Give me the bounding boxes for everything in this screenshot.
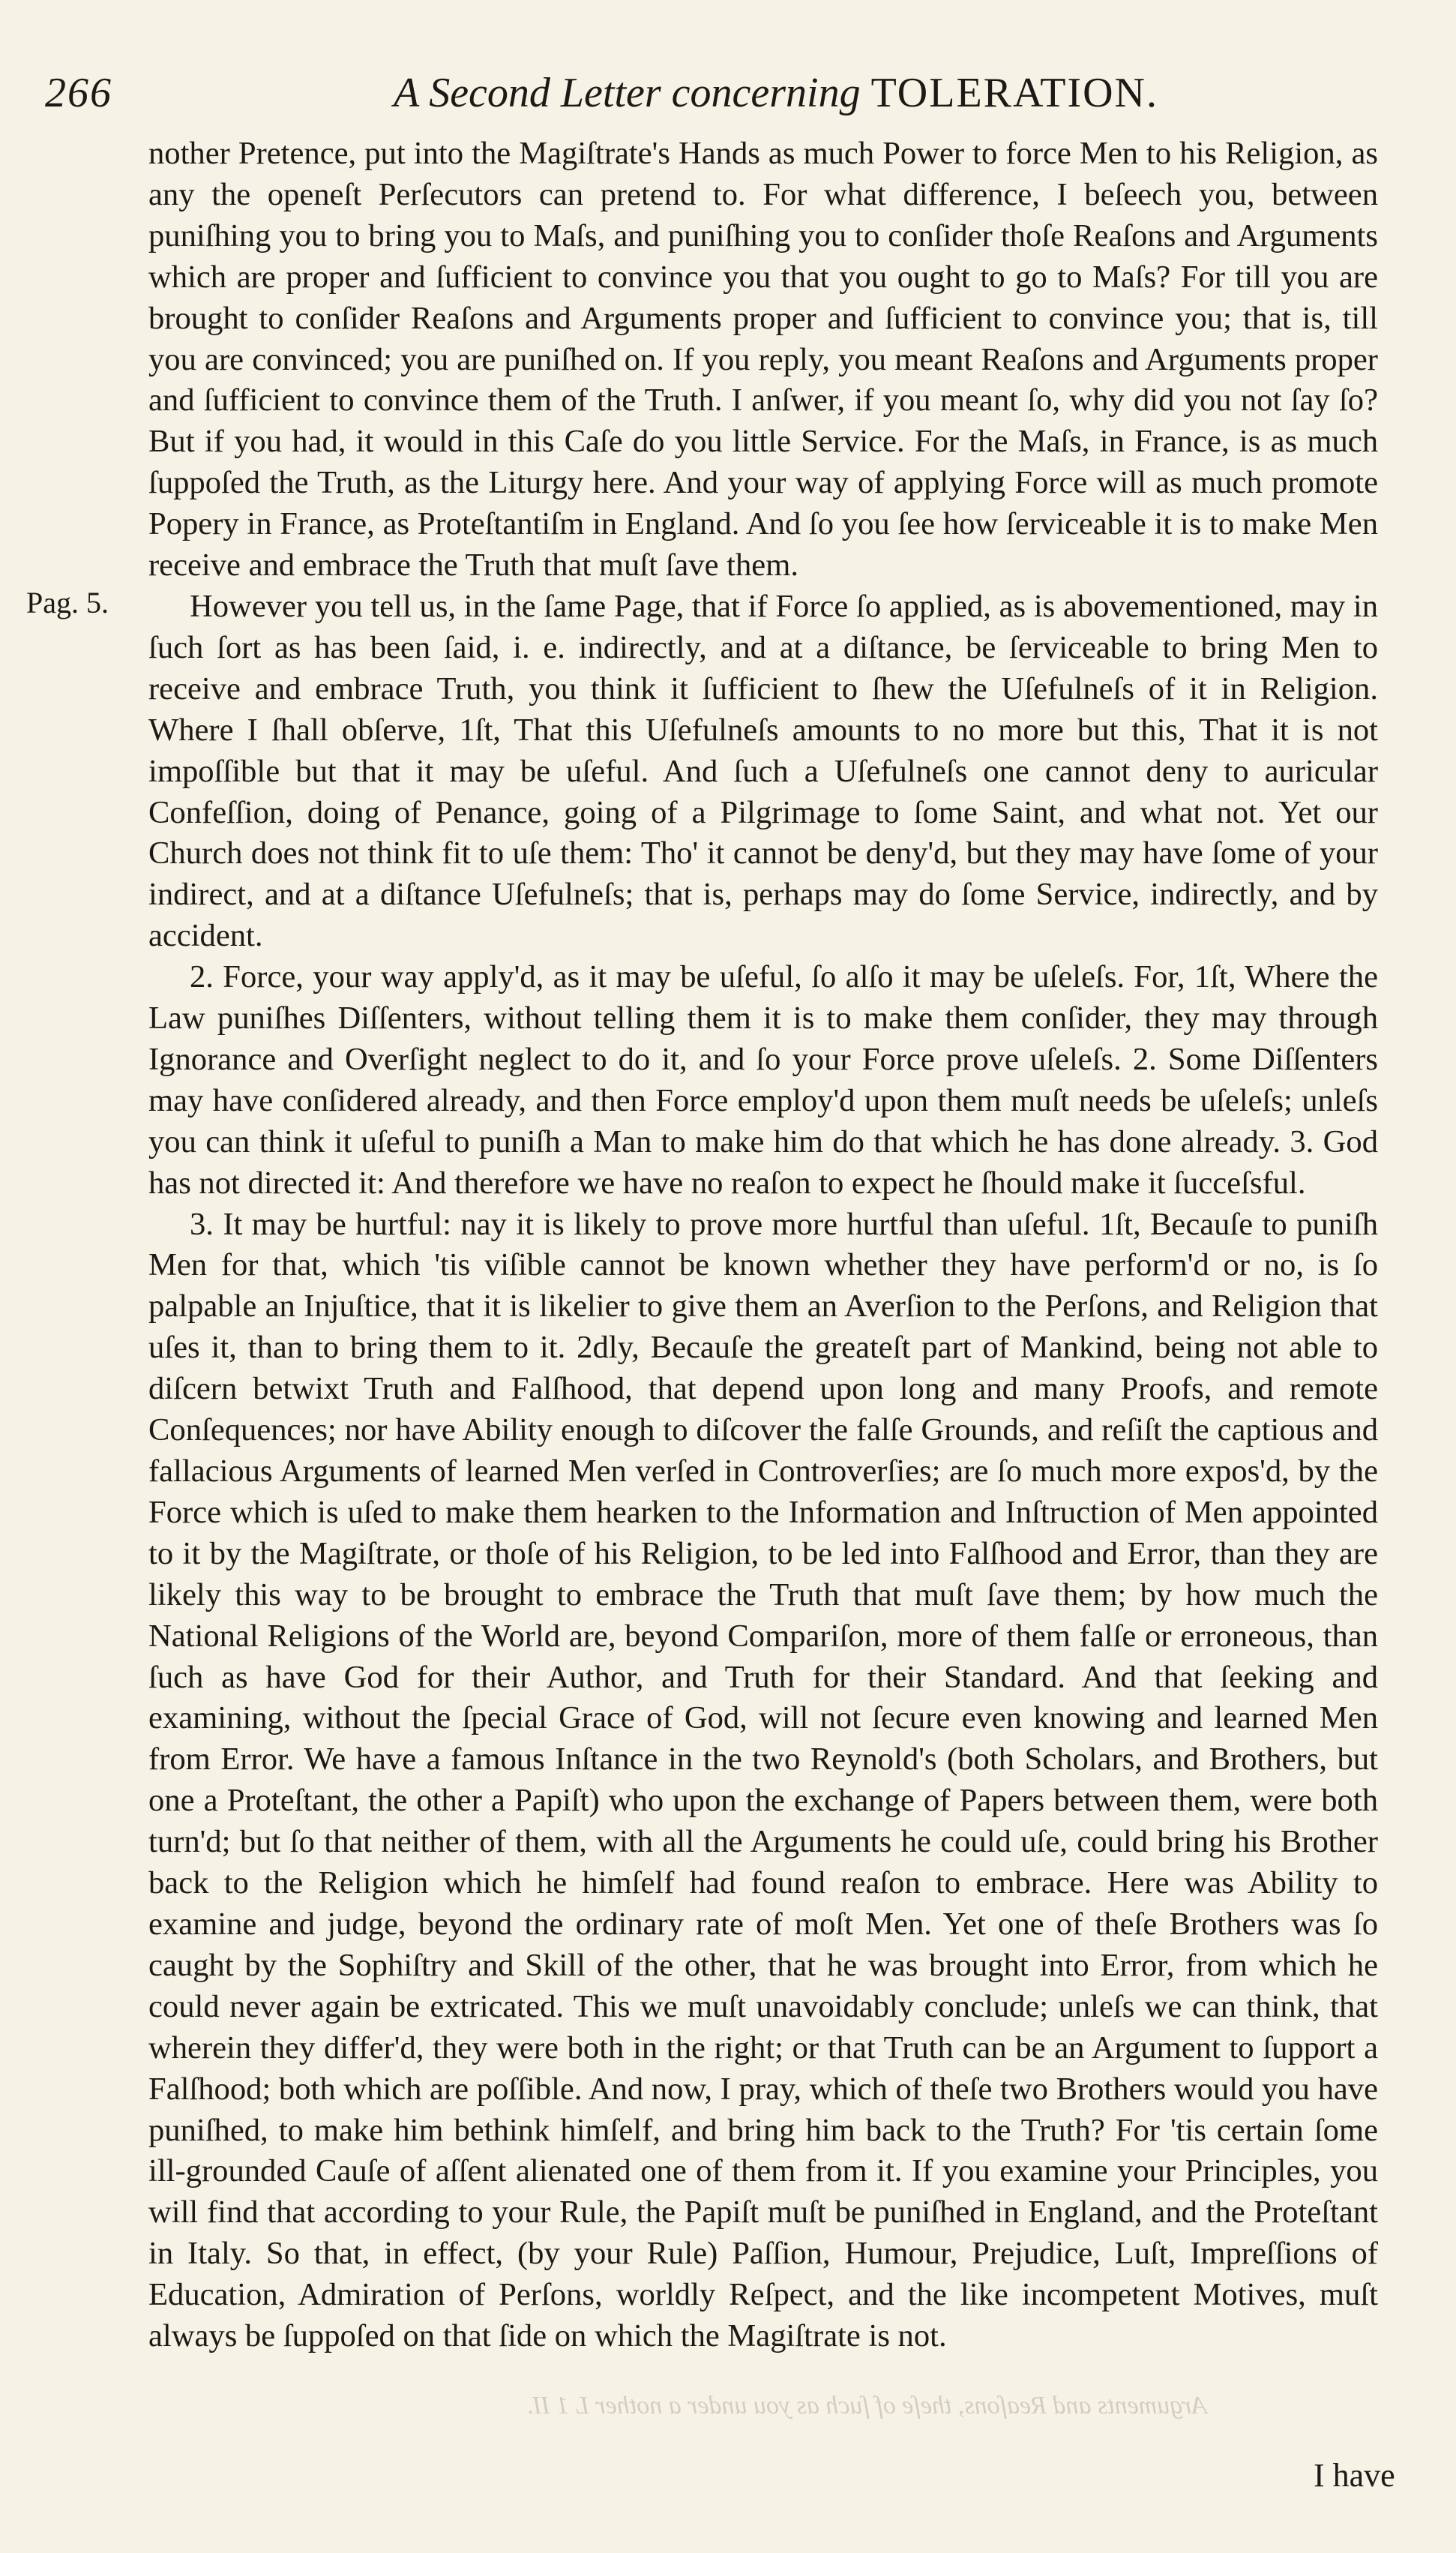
running-head: [37, 69, 1196, 136]
paragraph-2: However you tell us, in the ſame Page, that if Force ſo applied, as is abovementioned, may in ſuch ſort as has been ſaid, i. e. indirectly, and at a diſtance, be ſerviceable to bring Men to receive and embrace Truth, you think it ſufficient to ſhew the Uſefulneſs of it in Religion. Where I ſhall obſerve, 1ſt, That this Uſefulneſs amounts to no more but this, That it is not impoſſible but that it may be uſeful. And ſuch a Uſefulneſs one cannot deny to auricular Confeſſion, doing of Penance, going of a Pilgrimage to ſome Saint, and what not. Yet our Church does not think fit to uſe them: Tho' it cannot be deny'd, but they may have ſome of your indirect, and at a diſtance Uſefulneſs; that is, perhaps may do ſome Service, indirectly, and by accident.: [148, 588, 1378, 954]
paragraph-3: 2. Force, your way apply'd, as it may be uſeful, ſo alſo it may be uſeleſs. For, 1ſt, Where the Law puniſhes Diſſenters, without telling them it is to make them conſider, they may through Ignorance and Overſight neglect to do it, and ſo your Force prove uſeleſs. 2. Some Diſſenters may have conſidered already, and then Force employ'd upon them muſt needs be uſeleſs; unleſs you can think it uſeful to puniſh a Man to make him do that which he has done already. 3. God has not directed it: And therefore we have no reaſon to expect he ſhould make it ſucceſsful.: [148, 959, 1378, 1201]
running-title-italic: A Second Letter concerning: [394, 70, 871, 116]
running-title: [394, 69, 1158, 117]
running-title-caps: TOLERATION.: [870, 70, 1158, 116]
body-text: [148, 134, 1378, 2357]
paragraph-4: 3. It may be hurtful: nay it is likely to prove more hurtful than uſeful. 1ſt, Becauſe to puniſh Men for that, which 'tis viſible cannot be known whether they have perform'd or no, is ſo palpable an Injuſtice, that it is likelier to give them an Averſion to the Perſons, and Religion that uſes it, than to bring them to it. 2dly, Becauſe the greateſt part of Mankind, being not able to diſcern betwixt Truth and Falſhood, that depend upon long and many Proofs, and remote Conſequences; nor have Ability enough to diſcover the falſe Grounds, and reſiſt the captious and fallacious Arguments of learned Men verſed in Controverſies; are ſo much more expos'd, by the Force which is uſed to make them hearken to the Information and Inſtruction of Men appointed to it by the Magiſtrate, or thoſe of his Religion, to be led into Falſhood and Error, than they are likely this way to be brought to embrace the Truth that muſt ſave them; by how much the National Religions of the World are, beyond Compariſon, more of them falſe or erroneous, than ſuch as have God for their Author, and Truth for their Standard. And that ſeeking and examining, without the ſpecial Grace of God, will not ſecure even knowing and learned Men from Error. We have a famous Inſtance in the two Reynold's (both Scholars, and Brothers, but one a Proteſtant, the other a Papiſt) who upon the exchange of Papers between them, were both turn'd; but ſo that neither of them, with all the Arguments he could uſe, could bring his Brother back to the Religion which he himſelf had found reaſon to embrace. Here was Ability to examine and judge, beyond the ordinary rate of moſt Men. Yet one of theſe Brothers was ſo caught by the Sophiſtry and Skill of the other, that he was brought into Error, from which he could never again be extricated. This we muſt unavoidably conclude; unleſs we can think, that wherein they differ'd, they were both in the right; or that Truth can be an Argument to ſupport a Falſhood; both which are poſſible. And now, I pray, which of theſe two Brothers would you have puniſhed, to make him bethink himſelf, and bring him back to the Truth? For 'tis certain ſome ill-grounded Cauſe of aſſent alienated one of them from it. If you examine your Principles, you will find that according to your Rule, the Papiſt muſt be puniſhed in England, and the Proteſtant in Italy. So that, in effect, (by your Rule) Paſſion, Humour, Prejudice, Luſt, Impreſſions of Education, Admiration of Perſons, worldly Reſpect, and the like incompetent Motives, muſt always be ſuppoſed on that ſide on which the Magiſtrate is not.: [148, 1206, 1378, 2354]
paragraph-1: nother Pretence, put into the Magiſtrate's Hands as much Power to force Men to his Religion, as any the openeſt Perſecutors can pretend to. For what difference, I beſeech you, between puniſhing you to bring you to Maſs, and puniſhing you to conſider thoſe Reaſons and Arguments which are proper and ſufficient to convince you that you ought to go to Maſs? For till you are brought to conſider Reaſons and Arguments proper and ſufficient to convince you; that is, till you are convinced; you are puniſhed on. If you reply, you meant Reaſons and Arguments proper and ſufficient to convince them of the Truth. I anſwer, if you meant ſo, why did you not ſay ſo? But if you had, it would in this Caſe do you little Service. For the Maſs, in France, is as much ſuppoſed the Truth, as the Liturgy here. And your way of applying Force will as much promote Popery in France, as Proteſtantiſm in England. And ſo you ſee how ſerviceable it is to make Men receive and embrace the Truth that muſt ſave them.: [148, 136, 1378, 584]
margin-note: Pag. 5.: [26, 586, 109, 620]
bleed-through-text: Arguments and Reaſons, theſe of ſuch as you under a nother L 1 II.: [526, 2392, 1207, 2420]
page-number: 266: [45, 70, 112, 116]
catchword: I have: [1314, 2457, 1395, 2494]
